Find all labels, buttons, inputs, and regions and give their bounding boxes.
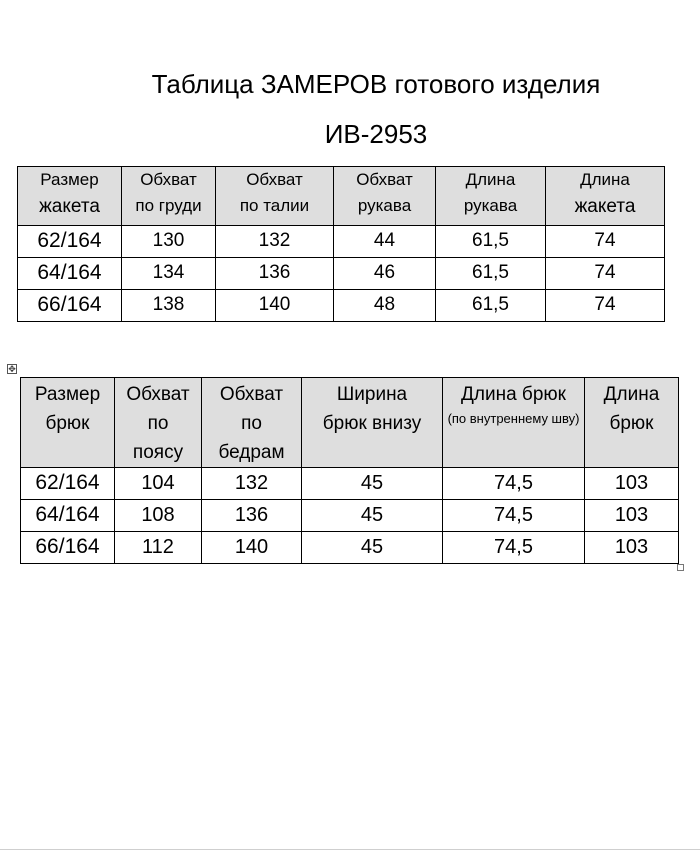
table-row [21,532,679,564]
header-text: по [241,413,262,434]
header-cell-chest [122,167,216,226]
product-code: ИВ-2953 [324,119,428,149]
header-cell-waist [115,378,202,468]
table-cell: 45 [302,500,443,532]
table-cell: 103 [585,468,679,500]
header-text: поясу [132,442,184,463]
table-cell: 136 [202,500,302,532]
header-note: (по внутреннему шву) [447,411,580,426]
move-icon[interactable]: ✥ [8,364,16,374]
trousers-measurements-table [20,377,679,564]
header-cell-waist [216,167,334,226]
header-text: Обхват [356,170,413,189]
table-row [18,290,665,322]
header-cell-sleeve-length [436,167,546,226]
header-cell-hips [202,378,302,468]
table-row [18,226,665,258]
header-text: Размер [40,170,99,189]
table-cell: 64/164 [21,500,115,532]
header-text: Обхват [246,170,303,189]
table-cell: 138 [122,290,216,322]
header-text: Длина [465,170,516,189]
header-text: Длина [603,384,660,405]
table-cell: 130 [122,226,216,258]
table-cell: 62/164 [18,226,122,258]
page-divider [0,849,700,850]
header-cell-bottom-width [302,378,443,468]
header-cell-trousers-size [21,378,115,468]
table-cell: 74,5 [443,500,585,532]
header-text: бедрам [218,442,285,463]
header-cell-jacket-length [546,167,665,226]
header-cell-trousers-length [585,378,679,468]
table-header-row [18,167,665,226]
table-cell: 103 [585,532,679,564]
header-text: жакета [574,196,636,217]
table-row [18,258,665,290]
table-cell: 66/164 [21,532,115,564]
table-cell: 61,5 [436,226,546,258]
table-cell: 44 [334,226,436,258]
header-cell-inseam-length [443,378,585,468]
header-text: Длина брюк [461,384,566,405]
table-cell: 74 [546,290,665,322]
table-cell: 112 [115,532,202,564]
header-cell-sleeve-girth [334,167,436,226]
table-cell: 140 [216,290,334,322]
jacket-measurements-table [17,166,665,322]
table-row [21,500,679,532]
header-text: Длина [580,170,630,189]
table-cell: 61,5 [436,258,546,290]
table-cell: 66/164 [18,290,122,322]
table-cell: 74 [546,258,665,290]
table-row [21,468,679,500]
header-text: жакета [39,196,100,217]
header-cell-jacket-size [18,167,122,226]
table-cell: 61,5 [436,290,546,322]
table-cell: 134 [122,258,216,290]
table-cell: 45 [302,468,443,500]
table-cell: 74,5 [443,532,585,564]
table-cell: 64/164 [18,258,122,290]
header-text: рукава [357,196,412,215]
table-cell: 62/164 [21,468,115,500]
table-cell: 46 [334,258,436,290]
header-text: Обхват [219,384,284,405]
header-text: брюк внизу [322,413,422,434]
header-text: по груди [135,196,202,215]
header-text: брюк [609,413,654,434]
resize-icon[interactable] [677,564,684,571]
table-cell: 74,5 [443,468,585,500]
header-text: по [147,413,169,434]
header-text: по талии [239,196,310,215]
header-text: Размер [34,384,101,405]
table-cell: 48 [334,290,436,322]
header-text: брюк [45,413,90,434]
document-title: Таблица ЗАМЕРОВ готового изделия [151,69,601,99]
table-cell: 74 [546,226,665,258]
table-cell: 140 [202,532,302,564]
table-cell: 132 [216,226,334,258]
header-text: Ширина [336,384,408,405]
table-cell: 136 [216,258,334,290]
table-cell: 45 [302,532,443,564]
table-cell: 104 [115,468,202,500]
table-cell: 132 [202,468,302,500]
header-text: рукава [463,196,518,215]
table-cell: 103 [585,500,679,532]
table-cell: 108 [115,500,202,532]
header-text: Обхват [126,384,190,405]
header-text: Обхват [140,170,197,189]
table-header-row [21,378,679,468]
